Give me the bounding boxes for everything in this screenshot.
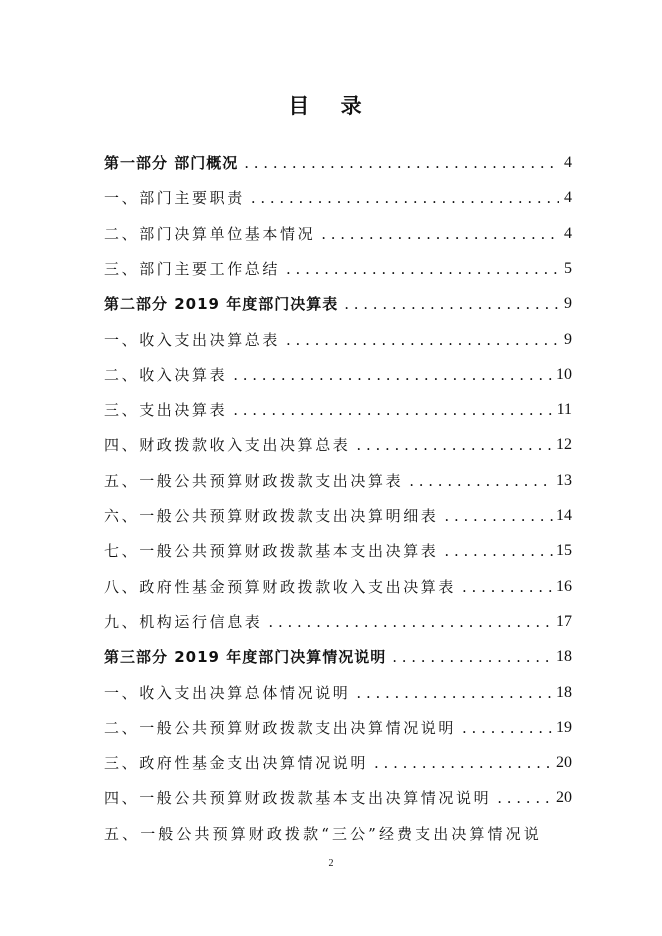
toc-page-number: 20: [556, 754, 572, 772]
toc-page-number: 4: [564, 154, 572, 171]
toc-page-number: 20: [556, 789, 572, 807]
toc-entry-label: 三、政府性基金支出决算情况说明: [104, 754, 369, 773]
toc-dot-leader: [251, 187, 559, 209]
toc-page-number: 12: [556, 436, 572, 454]
toc-page-number: 17: [556, 612, 572, 630]
toc-page-number: 9: [564, 295, 572, 313]
toc-part-heading: [104, 291, 572, 315]
toc-entry: [104, 785, 572, 809]
toc-entry-label: 三、支出决算表: [104, 401, 228, 420]
toc-entry-label: 四、财政拨款收入支出决算总表: [104, 436, 351, 455]
toc-entry: [104, 574, 572, 598]
toc-entry-label: 四、一般公共预算财政拨款基本支出决算情况说明: [104, 789, 492, 808]
page-title: 目 录: [288, 94, 374, 118]
toc-entry-label: 第二部分 2019 年度部门决算表: [104, 295, 339, 314]
toc-dot-leader: [286, 329, 559, 351]
toc-dot-leader: [233, 364, 553, 386]
toc-entry: [104, 468, 572, 492]
toc-page-number: 15: [556, 542, 572, 560]
toc-entry: [104, 327, 572, 351]
toc-part-heading: [104, 150, 572, 174]
toc-dot-leader: [462, 717, 553, 739]
toc-entry: [104, 821, 572, 845]
toc-entry: [104, 538, 572, 562]
toc-dot-leader: [356, 682, 553, 704]
toc-entry-label: 五、一般公共预算财政拨款支出决算表: [104, 471, 404, 490]
toc-dot-leader: [356, 434, 553, 456]
toc-entry-label: 五、一般公共预算财政拨款“三公”经费支出决算情况说: [104, 824, 542, 843]
toc-entry: [104, 397, 572, 421]
toc-page-number: 14: [556, 507, 572, 524]
toc-page-number: 11: [556, 401, 572, 419]
toc-entry-label: 九、机构运行信息表: [104, 612, 263, 631]
toc-dot-leader: [321, 223, 559, 245]
toc-dot-leader: [497, 787, 553, 809]
toc-page-number: 10: [556, 365, 572, 383]
toc-entry-label: 一、收入支出决算总表: [104, 330, 281, 349]
toc-entry-label: 二、收入决算表: [104, 365, 228, 384]
toc-entry-label: 六、一般公共预算财政拨款支出决算明细表: [104, 507, 439, 525]
toc-entry-label: 一、部门主要职责: [104, 189, 245, 208]
toc-page-number: 9: [564, 330, 572, 348]
toc-entry-label: 七、一般公共预算财政拨款基本支出决算表: [104, 542, 439, 561]
toc-entry: [104, 221, 572, 245]
toc-dot-leader: [444, 540, 553, 562]
toc-dot-leader: [374, 752, 553, 774]
toc-page-number: 13: [556, 471, 572, 489]
toc-page-number: 5: [564, 259, 572, 277]
toc-entry: [104, 256, 572, 280]
toc-entry-label: 二、部门决算单位基本情况: [104, 224, 316, 243]
toc-entry: [104, 609, 572, 633]
toc-dot-leader: [444, 505, 553, 527]
toc-entry: [104, 750, 572, 774]
toc-entry-label: 二、一般公共预算财政拨款支出决算情况说明: [104, 718, 457, 737]
toc-dot-leader: [268, 611, 553, 633]
toc-page-number: 16: [556, 577, 572, 595]
toc-entry-label: 第一部分 部门概况: [104, 154, 239, 172]
toc-page-number: 4: [564, 189, 572, 207]
toc-entry: [104, 715, 572, 739]
toc-entry-label: 一、收入支出决算总体情况说明: [104, 683, 351, 702]
page-number: 2: [328, 858, 334, 869]
toc-dot-leader: [392, 646, 553, 668]
toc-dot-leader: [244, 152, 559, 174]
toc-dot-leader: [286, 258, 559, 280]
toc-page-number: 18: [556, 683, 572, 701]
toc-entry: [104, 185, 572, 209]
toc-part-heading: [104, 644, 572, 668]
toc-entry-label: 三、部门主要工作总结: [104, 259, 281, 278]
toc-entry-label: 第三部分 2019 年度部门决算情况说明: [104, 648, 387, 667]
toc-page-number: 19: [556, 718, 572, 736]
toc-page-number: 4: [564, 224, 572, 242]
toc-entry: [104, 432, 572, 456]
toc-dot-leader: [409, 470, 553, 492]
toc-entry-label: 八、政府性基金预算财政拨款收入支出决算表: [104, 577, 457, 596]
toc-dot-leader: [233, 399, 553, 421]
toc-dot-leader: [344, 293, 559, 315]
toc-dot-leader: [462, 576, 553, 598]
toc-page-number: 18: [556, 648, 572, 666]
toc-entry: [104, 503, 572, 527]
toc-entry: [104, 680, 572, 704]
toc-entry: [104, 362, 572, 386]
